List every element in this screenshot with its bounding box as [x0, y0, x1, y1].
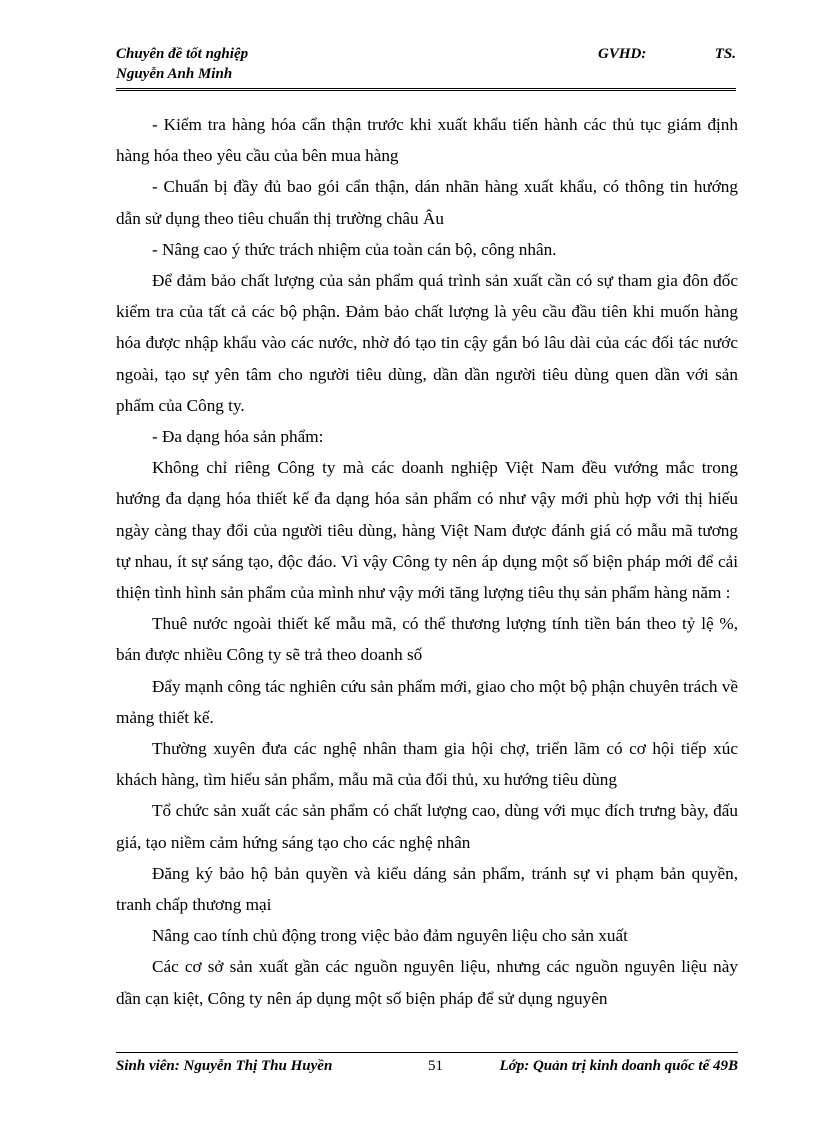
paragraph: - Kiểm tra hàng hóa cẩn thận trước khi xuất khẩu tiến hành các thủ tục giám định hàng hóa theo yêu cầu của bên mua hàng [116, 115, 738, 166]
page-number: 51 [428, 1058, 443, 1074]
running-footer [116, 1058, 738, 1078]
header-divider [116, 88, 736, 91]
header-supervisor-title: TS. [714, 46, 736, 62]
paragraph: Nâng cao tính chủ động trong việc bảo đảm nguyên liệu cho sản xuất [152, 926, 628, 946]
header-supervisor-label: GVHD: [598, 46, 647, 62]
paragraph: Đăng ký bảo hộ bản quyền và kiểu dáng sản phẩm, tránh sự vi phạm bản quyền, tranh chấp thương mại [116, 863, 738, 915]
paragraph: Thuê nước ngoài thiết kế mẫu mã, có thể thương lượng tính tiền bán theo tỷ lệ %, bán được nhiều Công ty sẽ trả theo doanh số [116, 614, 738, 665]
header-author: Nguyễn Anh Minh [116, 66, 233, 82]
paragraph: - Nâng cao ý thức trách nhiệm của toàn cán bộ, công nhân. [152, 239, 557, 259]
paragraph: Tổ chức sản xuất các sản phẩm có chất lượng cao, dùng với mục đích trưng bày, đấu giá, tạo niềm cảm hứng sáng tạo cho các nghệ nhân [116, 801, 738, 852]
paragraph: - Đa dạng hóa sản phẩm: [152, 427, 324, 447]
running-header [116, 46, 736, 66]
header-topic: Chuyên đề tốt nghiệp [116, 46, 249, 62]
paragraph: - Chuẩn bị đầy đủ bao gói cẩn thận, dán nhãn hàng xuất khẩu, có thông tin hướng dẫn sử dụng theo tiêu chuẩn thị trường châu Âu [116, 177, 738, 228]
running-header-author-row [116, 66, 736, 86]
footer-student: Sinh viên: Nguyễn Thị Thu Huyền [116, 1058, 333, 1074]
paragraph: Đẩy mạnh công tác nghiên cứu sản phẩm mới, giao cho một bộ phận chuyên trách về mảng thiết kế. [116, 676, 738, 727]
paragraph: Để đảm bảo chất lượng của sản phẩm quá trình sản xuất cần có sự tham gia đôn đốc kiểm tra của tất cả các bộ phận. Đảm bảo chất lượng là yêu cầu đầu tiên khi muốn hàng hóa được nhập khẩu vào các nước, nhờ đó tạo tin cậy gắn bó lâu dài của các đối tác nước ngoài, tạo sự yên tâm cho người tiêu dùng, dần dần người tiêu dùng quen dần với sản phẩm của Công ty. [116, 271, 738, 415]
paragraph: Các cơ sở sản xuất gần các nguồn nguyên liệu, nhưng các nguồn nguyên liệu này dần cạn kiệt, Công ty nên áp dụng một số biện pháp để sử dụng nguyên [116, 957, 738, 1008]
body-text [116, 109, 738, 1014]
paragraph: Thường xuyên đưa các nghệ nhân tham gia hội chợ, triển lãm có cơ hội tiếp xúc khách hàng, tìm hiểu sản phẩm, mẫu mã của đối thủ, xu hướng tiêu dùng [116, 739, 738, 790]
footer-class: Lớp: Quản trị kinh doanh quốc tế 49B [499, 1058, 738, 1074]
paragraph: Không chỉ riêng Công ty mà các doanh nghiệp Việt Nam đều vướng mắc trong hướng đa dạng hóa thiết kế đa dạng hóa sản phẩm có như vậy mới phù hợp với thị hiếu ngày càng thay đổi của người tiêu dùng, hàng Việt Nam được đánh giá có mẫu mã tương tự nhau, ít sự sáng tạo, độc đáo. Vì vậy Công ty nên áp dụng một số biện pháp mới để cải thiện tình hình sản phẩm của mình như vậy mới tăng lượng tiêu thụ sản phẩm hàng năm : [116, 458, 738, 603]
footer-divider [116, 1052, 738, 1053]
